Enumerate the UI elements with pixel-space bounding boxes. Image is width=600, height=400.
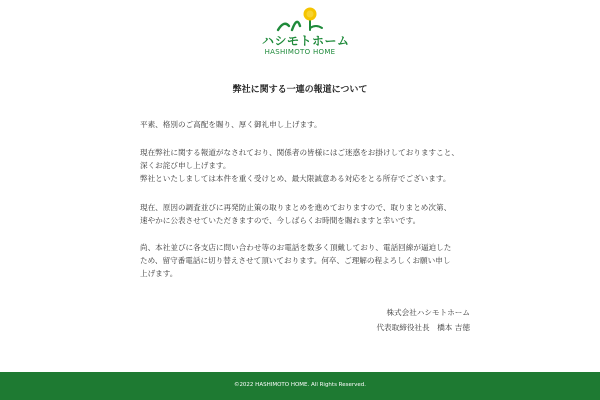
text-line: ため、留守番電話に切り替えさせて頂いております。何卒、ご理解の程よろしくお願い申し [140, 256, 451, 265]
text-line: 深くお詫び申し上げます。 [140, 161, 231, 170]
dandelion-logo-icon [276, 6, 326, 32]
company-logo[interactable] [262, 6, 350, 58]
paragraph-greeting [140, 118, 480, 131]
paragraph-apology [140, 146, 480, 185]
text-line: 上げます。 [140, 269, 178, 278]
logo-japanese-text: ハシモトホーム [262, 34, 350, 48]
paragraph-phone-notice [140, 241, 480, 280]
signatory: 代表取締役社長 橋本 吉徳 [376, 323, 470, 332]
logo-english-text: HASHIMOTO HOME [264, 48, 336, 56]
text-line: 平素、格別のご高配を賜り、厚く御礼申し上げます。 [140, 120, 322, 129]
footer [0, 372, 600, 400]
text-line: 現在弊社に関する報道がなされており、関係者の皆様にはご迷惑をお掛けしておりますこと、 [140, 148, 459, 157]
notice-title: 弊社に関する一連の報道について [232, 85, 368, 95]
text-line: 現在、原因の調査並びに再発防止策の取りまとめを進めておりますので、取りまとめ次第、 [140, 203, 452, 212]
text-line: 尚、本社並びに各支店に問い合わせ等のお電話を数多く頂戴しており、電話回線が逼迫した [140, 243, 452, 252]
text-line: 速やかに公表させていただきますので、今しばらくお時間を賜れますと幸いです。 [140, 216, 421, 225]
company-name: 株式会社ハシモトホーム [386, 308, 470, 317]
copyright-text: ©2022 HASHIMOTO HOME. All Rights Reserved. [233, 382, 367, 388]
text-line: 弊社といたしましては本件を重く受けとめ、最大限誠意ある対応をとる所存でございます。 [140, 174, 451, 183]
paragraph-investigation [140, 201, 480, 227]
